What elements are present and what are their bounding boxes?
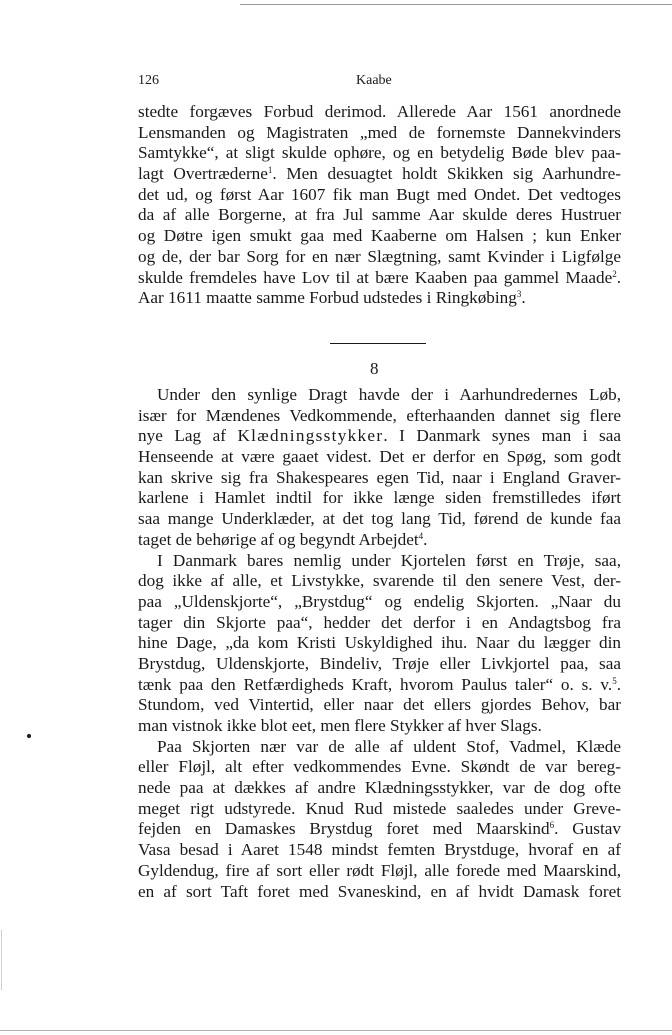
emphasized-term: Klædningsstykker [237, 426, 384, 446]
text-line: da af alle Borgerne, at fra Jul samme Aar skulde deres Hustruer [138, 205, 621, 225]
text-line [138, 819, 621, 840]
text-segment: tænk paa den Retfærdigheds Kraft, hvorom Paulus taler“ o. s. v. [138, 674, 613, 694]
text-line: og de, der bar Sorg for en nær Slægtning, samt Kvinder i Ligfølge [138, 246, 621, 266]
text-line: en af sort Taft foret med Svaneskind, en af hvidt Damask foret [138, 881, 621, 901]
text-line [138, 268, 621, 289]
text-segment: . [616, 674, 621, 694]
scan-edge-top [240, 4, 672, 5]
text-line: I Danmark bares nemlig under Kjortelen først en Trøje, saa, [157, 550, 621, 570]
section-body [138, 385, 621, 902]
footnote-ref: 6 [549, 820, 555, 831]
text-line: hine Dage, „da kom Kristi Uskyldighed ihu. Naar du lægger din [138, 633, 621, 653]
text-line: meget rigt udstyrede. Knud Rud mistede saaledes under Greve- [138, 798, 621, 818]
text-line: tager din Skjorte paa“, hedder det derfor i en Andagtsbog fra [138, 612, 621, 632]
text-line: Samtykke“, at sligt skulde ophøre, og en betydelig Bøde blev paa- [138, 143, 621, 163]
scan-edge-bottom [0, 1030, 672, 1031]
text-segment: lagt Overtræderne [138, 164, 268, 184]
text-line [138, 675, 621, 696]
text-segment: skulde fremdeles have Lov til at bære Kaaben paa gammel Maade [138, 267, 613, 287]
footnote-ref: 2 [612, 268, 617, 279]
text-line: Under den synlige Dragt havde der i Aarhundredernes Løb, [157, 385, 621, 404]
text-line: Paa Skjorten nær var de alle af uldent Stof, Vadmel, Klæde [157, 736, 621, 756]
text-line: Brystdug, Uldenskjorte, Bindeliv, Trøje eller Livkjortel paa, saa [138, 653, 621, 673]
text-line: man vistnok ikke blot eet, men flere Stykker af hver Slags. [138, 716, 542, 735]
margin-mark [27, 734, 31, 738]
running-title: Kaabe [356, 73, 392, 88]
text-segment: . Men desuagtet holdt Skikken sig Aarhundre- [272, 164, 622, 184]
text-segment: Aar 1611 maatte samme Forbud udstedes i Ringkøbing [138, 288, 517, 308]
text-line [138, 530, 621, 551]
text-segment: . I Danmark synes man i saa [383, 426, 621, 446]
text-line [138, 426, 621, 447]
text-line: Stundom, ved Vintertid, eller naar det ellers gjordes Behov, bar [138, 695, 621, 715]
text-segment: . [423, 529, 428, 549]
text-line [138, 164, 621, 185]
text-line: og Døtre igen smukt gaa med Kaaberne om Halsen ; kun Enker [138, 226, 621, 246]
footnote-ref: 5 [612, 675, 617, 686]
text-line: det ud, og først Aar 1607 fik man Bugt med Ondet. Det vedtoges [138, 184, 621, 204]
text-segment: . [521, 288, 526, 308]
text-segment: nye Lag af [138, 426, 238, 446]
text-segment: . Gustav [554, 819, 621, 839]
text-line: stedte forgæves Forbud derimod. Allerede Aar 1561 anordnede [138, 102, 621, 121]
section-divider [330, 343, 426, 344]
text-line: saa mange Underklæder, at det tog lang Tid, førend de kunde faa [138, 509, 621, 529]
text-line: Vasa besad i Aaret 1548 mindst femten Brystduge, hvoraf en af [138, 840, 621, 860]
text-line: nede paa at dækkes af andre Klædningsstykker, var de dog ofte [138, 778, 621, 798]
text-block-continued [138, 102, 621, 309]
text-line: karlene i Hamlet indtil for ikke længe siden fremstilledes iført [138, 488, 621, 508]
section-number: 8 [370, 359, 379, 378]
footnote-ref: 1 [267, 165, 273, 176]
text-segment: taget de behørige af og begyndt Arbejdet [138, 529, 419, 549]
text-line: dog ikke af alle, et Livstykke, svarende til den senere Vest, der- [138, 571, 621, 591]
text-line: Henseende at være gaaet videst. Det er derfor en Spøg, som godt [138, 447, 621, 467]
text-line: Gyldendug, fire af sort eller rødt Fløjl, alle forede med Maarskind, [138, 860, 621, 880]
footnote-ref: 4 [418, 530, 424, 541]
text-line: paa „Uldenskjorte“, „Brystdug“ og endelig Skjorten. „Naar du [138, 591, 621, 611]
text-line: især for Mændenes Vedkommende, efterhaanden dannet sig flere [138, 405, 621, 425]
scan-edge-left [1, 930, 2, 990]
page-number: 126 [138, 73, 159, 88]
text-line: eller Fløjl, alt efter vedkommendes Evne. Skøndt de var bereg- [138, 757, 621, 777]
footnote-ref: 3 [516, 289, 522, 300]
text-line: kan skrive sig fra Shakespeares egen Tid, naar i England Graver- [138, 467, 621, 487]
text-segment: fejden en Damaskes Brystdug foret med Maarskind [138, 819, 550, 839]
text-line [138, 288, 621, 309]
text-line: Lensmanden og Magistraten „med de fornemste Dannekvinders [138, 122, 621, 142]
text-segment: . [616, 267, 621, 287]
